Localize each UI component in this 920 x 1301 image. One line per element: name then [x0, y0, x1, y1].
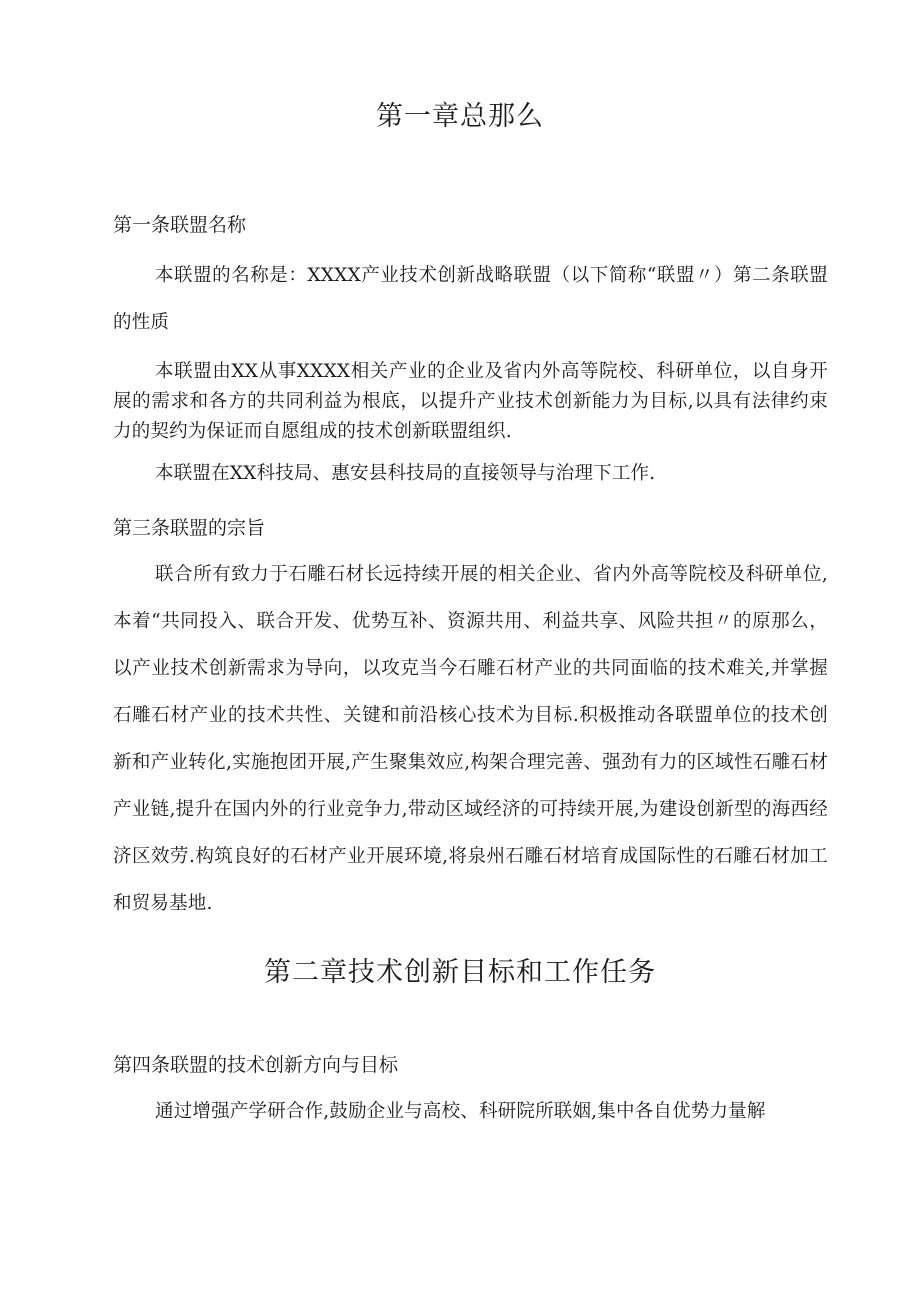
- article-heading-3: 第三条联盟的宗旨: [113, 517, 266, 539]
- chapter-title-2: 第二章技术创新目标和工作任务: [264, 957, 656, 988]
- paragraph-nature: 本联盟由XX从事XXXX相关产业的企业及省内外高等院校、科研单位，以自身开展的需求和各方的共同利益为根底，以提升产业技术创新能力为目标,以具有法律约束力的契约为保证而自愿组成的技术创新联盟组织.: [113, 361, 828, 442]
- article-heading-1: 第一条联盟名称: [113, 214, 247, 236]
- paragraph-name-and-article-2: 本联盟的名称是：XXXX产业技术创新战略联盟（以下简称“联盟〃）第二条联盟的性质: [113, 265, 828, 333]
- paragraph-leadership: 本联盟在XX科技局、惠安县科技局的直接领导与治理下工作.: [155, 463, 656, 484]
- paragraph-purpose: 联合所有致力于石雕石材长远持续开展的相关企业、省内外高等院校及科研单位,本着“共同投入、联合开发、优势互补、资源共用、利益共享、风险共担〃的原那么，以产业技术创新需求为导向，以攻克当今石雕石材产业的共同面临的技术难关,并掌握石雕石材产业的技术共性、关键和前沿核心技术为目标.积极推动各联盟单位的技术创新和产业转化,实施抱团开展,产生聚集效应,构架合理完善、强劲有力的区域性石雕石材产业链,提升在国内外的行业竞争力,带动区域经济的可持续开展,为建设创新型的海西经济区效劳.构筑良好的石材产业开展环境,将泉州石雕石材培育成国际性的石雕石材加工和贸易基地.: [113, 564, 828, 914]
- chapter-title-1: 第一章总那么: [376, 101, 544, 132]
- article-heading-4: 第四条联盟的技术创新方向与目标: [113, 1054, 399, 1076]
- paragraph-innovation-direction: 通过增强产学研合作,鼓励企业与高校、科研院所联姻,集中各自优势力量解: [155, 1101, 766, 1122]
